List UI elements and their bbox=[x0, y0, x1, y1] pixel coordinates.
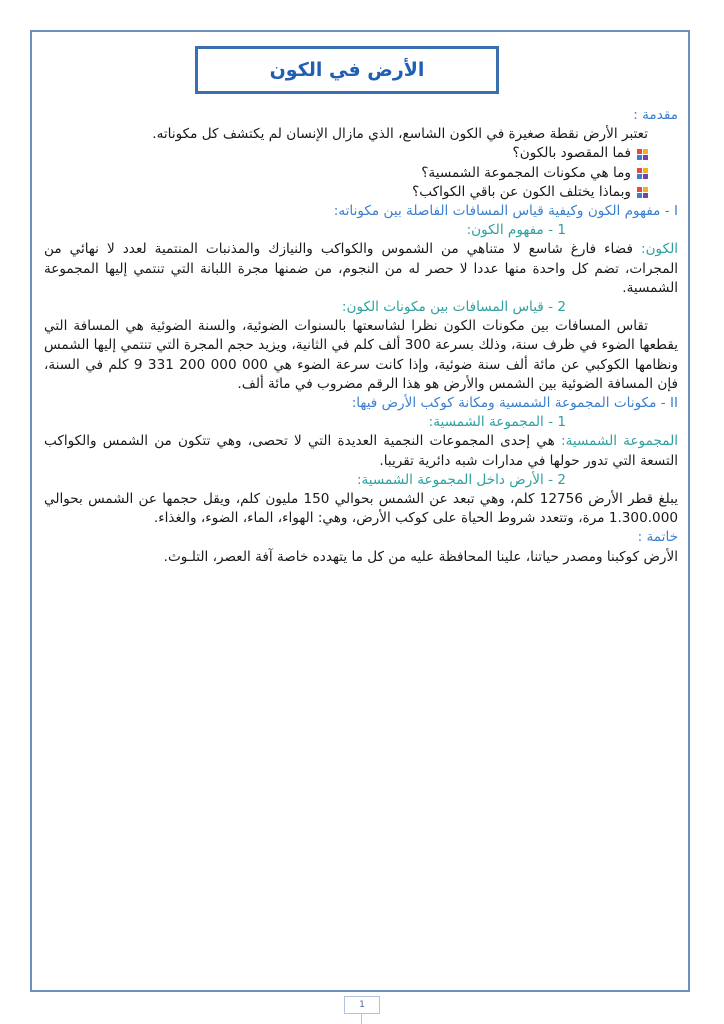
section2-sub2-heading: 2 - الأرض داخل المجموعة الشمسية: bbox=[356, 471, 566, 488]
section1-sub1-heading: 1 - مفهوم الكون: bbox=[466, 222, 566, 239]
list-item bbox=[44, 183, 648, 202]
list-item bbox=[44, 144, 648, 163]
intro-questions bbox=[44, 144, 678, 202]
page-title: الأرض في الكون bbox=[269, 59, 425, 81]
section2-sub1-heading: 1 - المجموعة الشمسية: bbox=[428, 414, 566, 431]
intro-heading: مقدمة : bbox=[633, 107, 678, 123]
question-text: وبماذا يختلف الكون عن باقي الكواكب؟ bbox=[412, 183, 631, 200]
section1-sub2-heading: 2 - قياس المسافات بين مكونات الكون: bbox=[341, 299, 566, 316]
colored-squares-bullet-icon bbox=[637, 187, 648, 198]
term-label: الكون: bbox=[640, 241, 678, 258]
question-text: وما هي مكونات المجموعة الشمسية؟ bbox=[421, 164, 631, 181]
definition-text: فضاء فارغ شاسع لا متناهي من الشموس والكواكب والنيازك والمذنبات المنتمية لعدد لا نهائي من المجرات، تضم كل واحدة منها عددا لا حصر له من النجوم، من ضمنها مجرة اللبانة التي تنتمي إليها المجموعة الشمسية. bbox=[44, 241, 678, 296]
section2-sub1-paragraph bbox=[44, 432, 678, 470]
definition-text: هي إحدى المجموعات النجمية العديدة التي لا تحصى، وهي تتكون من الشمس والكواكب التسعة التي تدور حولها في مدارات شبه دائرية تقريبا. bbox=[44, 433, 678, 469]
page-number-connector bbox=[361, 1014, 362, 1024]
conclusion-text: الأرض كوكبنا ومصدر حياتنا، علينا المحافظة عليه من كل ما يتهدده خاصة آفة العصر، التلـوث. bbox=[163, 548, 678, 565]
section1-heading: I - مفهوم الكون وكيفية قياس المسافات الفاصلة بين مكوناته: bbox=[333, 203, 678, 220]
list-item bbox=[44, 164, 648, 183]
conclusion-heading: خاتمة : bbox=[637, 529, 678, 546]
section1-sub2-text: تقاس المسافات بين مكونات الكون نظرا لشاسعتها بالسنوات الضوئية، والسنة الضوئية هي المسافة التي يقطعها الضوء في ظرف سنة، وذلك بسرعة 300 ألف كلم في الثانية، ويزيد حجم المجرة التي تنتمي إليها الشمس ونظامها الكوكبي عن مائة ألف سنة ضوئية، وإذا كانت سرعة الضوء هي 000 000 200 331 9 كلم في السنة، فإن المسافة الضوئية بين الشمس والأرض هو هذا الرقم مضروب في مائة ألف. bbox=[44, 318, 679, 392]
section1-sub1-paragraph bbox=[44, 240, 678, 298]
question-text: فما المقصود بالكون؟ bbox=[512, 145, 631, 162]
intro-text: تعتبر الأرض نقطة صغيرة في الكون الشاسع، الذي مازال الإنسان لم يكتشف كل مكوناته. bbox=[152, 126, 648, 143]
title-box bbox=[195, 46, 499, 94]
term-label: المجموعة الشمسية: bbox=[560, 433, 678, 450]
colored-squares-bullet-icon bbox=[637, 149, 648, 160]
document-body bbox=[44, 106, 678, 567]
colored-squares-bullet-icon bbox=[637, 168, 648, 179]
section2-sub2-text: يبلغ قطر الأرض 12756 كلم، وهي تبعد عن الشمس بحوالي 150 مليون كلم، ويقل حجمها عن الشمس بحوالي 1.300.000 مرة، وتتعدد شروط الحياة على كوكب الأرض، وهي: الهواء، الماء، الضوء، والغذاء. bbox=[44, 491, 678, 527]
section2-heading: II - مكونات المجموعة الشمسية ومكانة كوكب الأرض فيها: bbox=[351, 395, 678, 412]
page-number: 1 bbox=[344, 996, 380, 1014]
